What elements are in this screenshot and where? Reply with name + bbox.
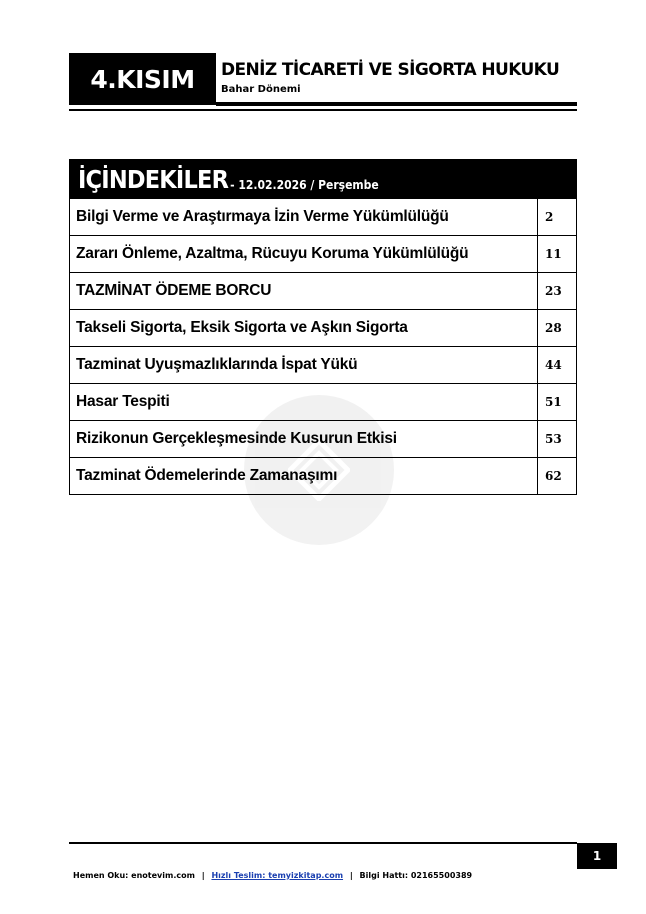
toc-date: - 12.02.2026 / Perşembe <box>230 177 379 192</box>
toc-item-title: TAZMİNAT ÖDEME BORCU <box>70 273 538 309</box>
toc-row[interactable] <box>69 384 577 421</box>
page-title: DENİZ TİCARETİ VE SİGORTA HUKUKU <box>221 60 560 80</box>
footer-phone: Bilgi Hattı: 02165500389 <box>359 871 473 880</box>
toc-row[interactable] <box>69 199 577 236</box>
footer-separator: | <box>349 871 353 880</box>
toc-header <box>69 159 577 199</box>
toc-item-page: 28 <box>545 321 562 335</box>
section-label-box <box>69 53 216 105</box>
page-subtitle: Bahar Dönemi <box>221 84 301 95</box>
toc-item-title: Hasar Tespiti <box>70 384 538 420</box>
footer-delivery-link[interactable]: Hızlı Teslim: temyizkitap.com <box>211 871 344 880</box>
toc-heading: İÇİNDEKİLER <box>78 165 229 194</box>
toc-row[interactable] <box>69 347 577 384</box>
toc-item-title: Takseli Sigorta, Eksik Sigorta ve Aşkın Sigorta <box>70 310 538 346</box>
table-of-contents <box>69 159 577 495</box>
toc-item-title: Rizikonun Gerçekleşmesinde Kusurun Etkisi <box>70 421 538 457</box>
toc-row[interactable] <box>69 421 577 458</box>
toc-row[interactable] <box>69 458 577 495</box>
toc-row[interactable] <box>69 273 577 310</box>
toc-item-page: 53 <box>545 432 562 446</box>
toc-item-title: Tazminat Uyuşmazlıklarında İspat Yükü <box>70 347 538 383</box>
toc-item-title: Zararı Önleme, Azaltma, Rücuyu Koruma Yükümlülüğü <box>70 236 538 272</box>
header-divider-thick <box>216 102 577 106</box>
header-divider-thin <box>69 109 577 111</box>
toc-item-title: Tazminat Ödemelerinde Zamanaşımı <box>70 458 538 494</box>
toc-item-page: 11 <box>545 247 562 261</box>
page-number-box <box>577 843 617 869</box>
page-number: 1 <box>592 849 602 863</box>
toc-row[interactable] <box>69 236 577 273</box>
footer-divider <box>69 842 577 844</box>
footer-read-link[interactable]: Hemen Oku: enotevim.com <box>73 871 195 880</box>
toc-item-page: 51 <box>545 395 562 409</box>
footer-links <box>73 871 472 880</box>
toc-item-title: Bilgi Verme ve Araştırmaya İzin Verme Yükümlülüğü <box>70 199 538 235</box>
section-label: 4.KISIM <box>90 64 195 94</box>
toc-item-page: 23 <box>545 284 562 298</box>
toc-item-page: 2 <box>545 210 554 224</box>
footer-separator: | <box>201 871 205 880</box>
toc-item-page: 62 <box>545 469 562 483</box>
toc-item-page: 44 <box>545 358 562 372</box>
toc-row[interactable] <box>69 310 577 347</box>
